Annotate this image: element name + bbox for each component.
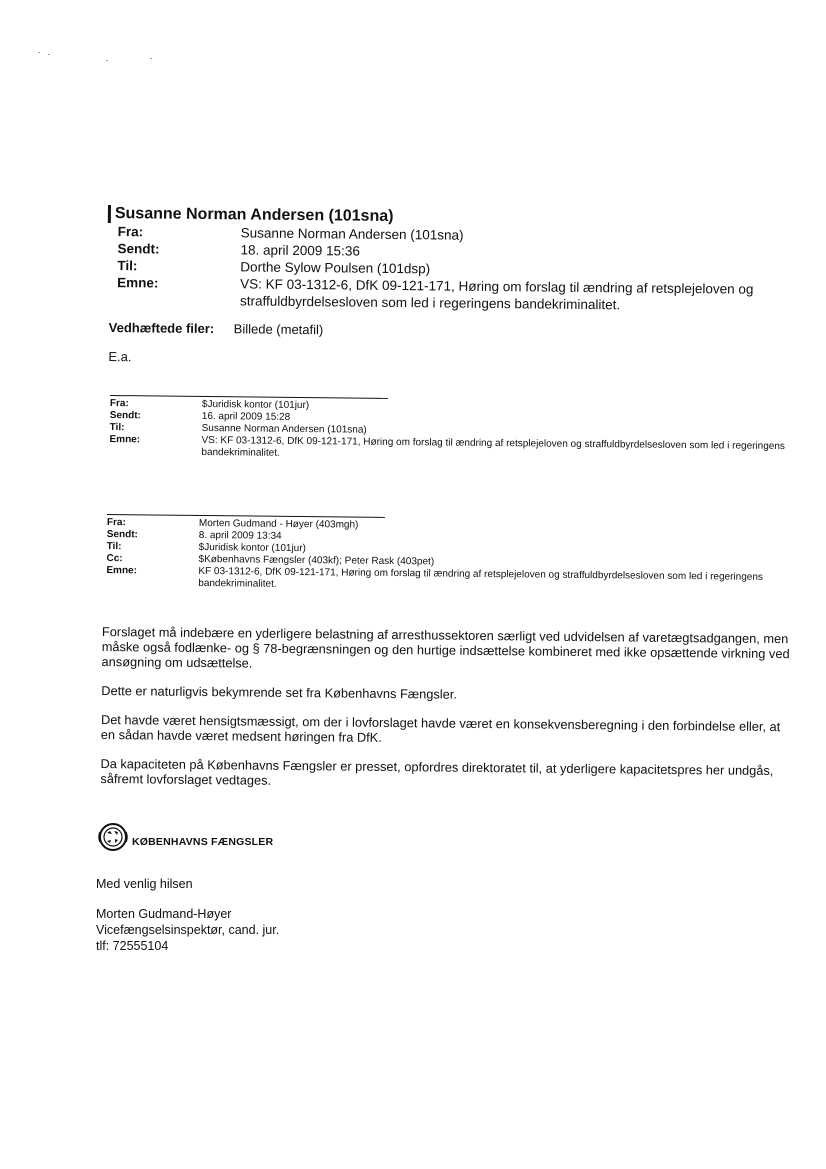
fwd-label: Emne: bbox=[109, 433, 141, 446]
fwd-value: $Københavns Fængsler (403kf); Peter Rask (403pet) bbox=[198, 553, 435, 568]
attachment-link[interactable]: Billede (metafil) bbox=[233, 321, 324, 338]
body-paragraph: Det havde været hensigtsmæssigt, om der i lovforslaget havde været en konsekvensberegning i den forbindelse eller, at en sådan havde været medsent høringen fra DfK. bbox=[100, 711, 781, 745]
fwd-value: VS: KF 03-1312-6, DfK 09-121-171, Høring om forslag til ændring af retsplejeloven og straffuldbyrdelsesloven som led i regeringens bandekriminalitet. bbox=[201, 434, 786, 459]
email-body: E.a. bbox=[108, 348, 132, 365]
fwd-label: Emne: bbox=[106, 564, 138, 577]
header-value: 18. april 2009 15:36 bbox=[240, 242, 360, 259]
fwd-label: Til: bbox=[106, 540, 122, 553]
body-paragraph: Da kapaciteten på Københavns Fængsler er presset, opfordres direktoratet til, at yderligere kapacitetspres her undgås, såfremt lovforslaget vedtages. bbox=[100, 755, 774, 788]
fwd-label: Fra: bbox=[109, 397, 129, 410]
fwd-value: Morten Gudmand - Høyer (403mgh) bbox=[198, 517, 359, 531]
fwd-label: Til: bbox=[109, 421, 125, 434]
header-label: Sendt: bbox=[117, 241, 160, 257]
fwd-value: 16. april 2009 15:28 bbox=[201, 410, 291, 423]
closing-greeting: Med venlig hilsen bbox=[96, 877, 193, 891]
scan-specks bbox=[38, 46, 168, 66]
fwd-label: Cc: bbox=[106, 552, 123, 565]
fwd-value: 8. april 2009 13:34 bbox=[198, 529, 282, 542]
header-label: Fra: bbox=[117, 224, 144, 240]
sender-name: Morten Gudmand-Høyer bbox=[96, 907, 232, 921]
signature bbox=[96, 876, 279, 954]
fwd-value: KF 03-1312-6, DfK 09-121-171, Høring om forslag til ændring af retsplejeloven og straffuldbyrdelsesloven som led i regeringens bandekriminalitet. bbox=[198, 565, 763, 590]
email-header-block bbox=[108, 205, 790, 371]
body-paragraph: Forslaget må indebære en yderligere belastning af arresthussektoren særligt ved udvidelsen af varetægtsadgangen, men måske også fodlænke- og § 78-begrænsningen og den hurtige indsættelse kombineret med ikke opsættende virkning ved ansøgning om udsættelse. bbox=[101, 624, 790, 671]
signature-logo bbox=[98, 822, 273, 852]
sender-phone: tlf: 72555104 bbox=[96, 939, 169, 953]
fwd-label: Sendt: bbox=[106, 528, 138, 541]
fwd-value: Susanne Norman Andersen (101sna) bbox=[201, 422, 367, 436]
email-title: Susanne Norman Andersen (101sna) bbox=[108, 205, 790, 230]
header-subject bbox=[109, 274, 789, 315]
logo-text: KØBENHAVNS FÆNGSLER bbox=[132, 836, 274, 848]
prison-emblem-icon bbox=[98, 822, 128, 852]
fwd-label: Sendt: bbox=[109, 409, 141, 422]
fwd-value: $Juridisk kontor (101jur) bbox=[198, 541, 306, 555]
header-value: Susanne Norman Andersen (101sna) bbox=[240, 225, 464, 243]
header-label: Emne: bbox=[117, 275, 159, 291]
header-value: VS: KF 03-1312-6, DfK 09-121-171, Høring om forslag til ændring af retsplejeloven og straffuldbyrdelsesloven som led i regeringens bandekriminalitet. bbox=[239, 276, 754, 313]
sender-title: Vicefængselsinspektør, cand. jur. bbox=[96, 923, 280, 937]
attachments-label: Vedhæftede filer: bbox=[108, 319, 215, 337]
forwarded-header-2 bbox=[106, 514, 797, 596]
forwarded-header-1 bbox=[109, 395, 800, 465]
header-label: Til: bbox=[117, 258, 138, 274]
fwd-label: Fra: bbox=[106, 516, 126, 529]
fwd-value: $Juridisk kontor (101jur) bbox=[201, 398, 310, 412]
header-value: Dorthe Sylow Poulsen (101dsp) bbox=[240, 259, 431, 277]
message-body bbox=[100, 624, 792, 807]
attachments-row bbox=[109, 320, 789, 342]
body-paragraph: Dette er naturligvis bekymrende set fra Københavns Fængsler. bbox=[101, 682, 458, 702]
